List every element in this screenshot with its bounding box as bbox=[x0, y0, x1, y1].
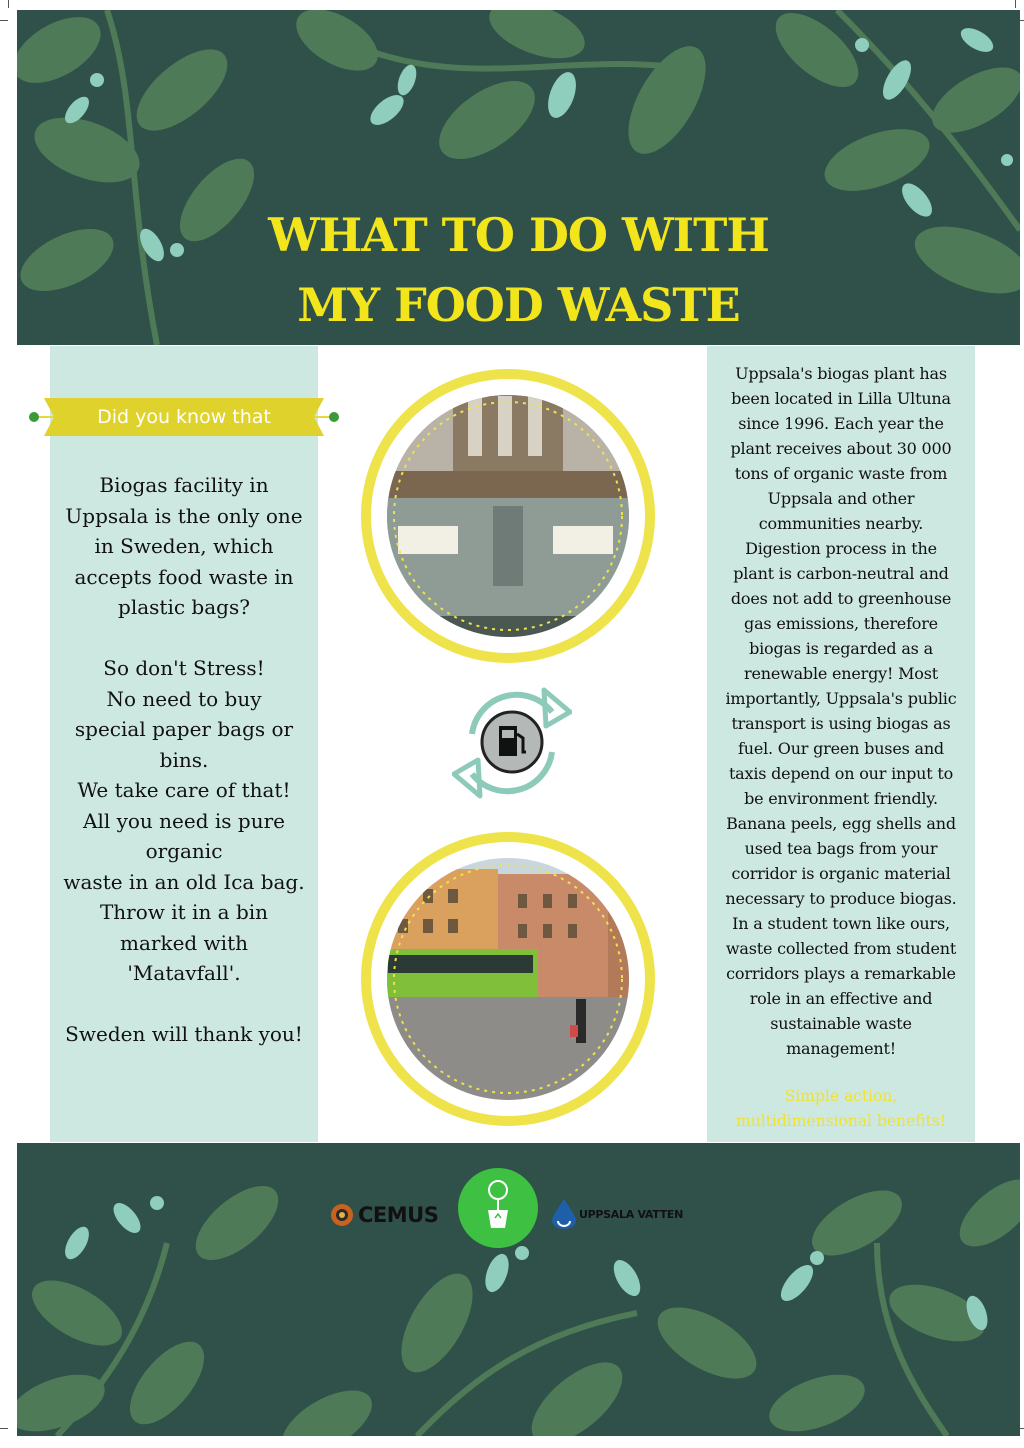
page-title: WHAT TO DO WITH MY FOOD WASTE bbox=[268, 208, 769, 332]
green-bottle-logo bbox=[458, 1168, 538, 1248]
crop-mark bbox=[1015, 0, 1016, 8]
crop-mark bbox=[0, 1428, 8, 1429]
left-body-text: Biogas facility in Uppsala is the only one in Sweden, which accepts food waste in plastic bags? So don't Stress! No need to buy special paper bags or bins. We take care of that! All you need is pure organic waste in an old Ica bag. Throw it in a bin marked with 'Matavfall'. Sweden will thank you! bbox=[63, 473, 305, 1046]
waste-bin-photo bbox=[358, 366, 658, 666]
tagline: Simple action, multidimensional benefits! bbox=[736, 1087, 946, 1130]
water-drop-icon bbox=[552, 1199, 576, 1229]
crop-mark bbox=[0, 20, 8, 21]
ribbon-label: Did you know that bbox=[97, 406, 271, 428]
uppsala-vatten-logo: UPPSALA VATTEN bbox=[552, 1199, 683, 1229]
header-banner bbox=[17, 10, 1020, 345]
tree-pot-icon bbox=[458, 1168, 538, 1248]
right-body-text: Uppsala's biogas plant has been located in Lilla Ultuna since 1996. Each year the plant receives about 30 000 tons of organic waste from Uppsala and other communities nearby. Digestion process in the plant is carbon-neutral and does not add to greenhouse gas emissions, therefore biogas is regarded as a renewable energy! Most importantly, Uppsala's public transport is using biogas as fuel. Our green buses and taxis depend on our input to be environment friendly. Banana peels, egg shells and used tea bags from your corridor is organic material necessary to produce biogas. In a student town like ours, waste collected from student corridors plays a remarkable role in an effective and sustainable waste management! bbox=[725, 364, 957, 1058]
green-bus-photo bbox=[358, 829, 658, 1129]
cemus-logo: CEMUS bbox=[330, 1200, 438, 1230]
cemus-emblem-icon bbox=[330, 1203, 354, 1227]
recycle-arrows-icon bbox=[452, 682, 572, 804]
crop-mark bbox=[8, 0, 9, 8]
